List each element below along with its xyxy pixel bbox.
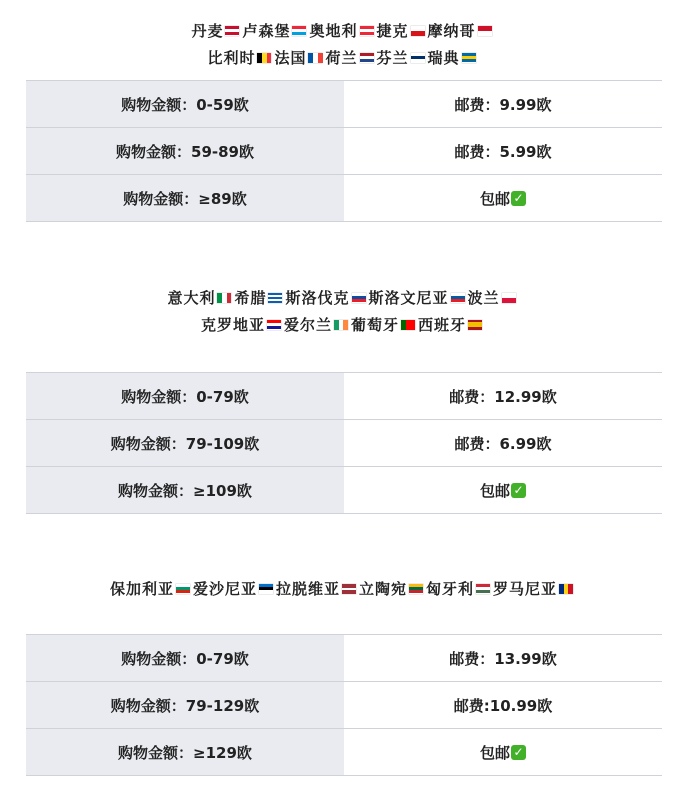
shipping-fee-cell [344, 420, 662, 466]
purchase-amount-cell: 购物金额：0-79欧 [26, 635, 344, 681]
country-item [468, 287, 519, 308]
country-name: 荷兰 [325, 49, 358, 67]
table-row [26, 682, 662, 729]
romania-flag-icon [559, 584, 573, 594]
bulgaria-flag-icon [176, 584, 190, 594]
country-item [284, 314, 351, 335]
shipping-fee-cell [344, 175, 662, 221]
country-name: 西班牙 [418, 316, 467, 334]
country-item [359, 578, 426, 599]
country-item [274, 47, 325, 68]
latvia-flag-icon [342, 584, 356, 594]
country-name: 拉脱维亚 [275, 580, 340, 598]
country-name: 葡萄牙 [351, 316, 400, 334]
country-item [351, 314, 418, 335]
shipping-fee-cell [344, 373, 662, 419]
greece-flag-icon [268, 293, 282, 303]
table-row [26, 372, 662, 420]
italy-flag-icon [217, 293, 231, 303]
check-mark-icon: ✓ [511, 483, 526, 498]
lithuania-flag-icon [409, 584, 423, 594]
country-item [426, 578, 493, 599]
poland-flag-icon [502, 293, 516, 303]
netherlands-flag-icon [360, 53, 374, 63]
spain-flag-icon [468, 320, 482, 330]
country-name: 法国 [274, 49, 307, 67]
purchase-amount-cell: 购物金额：79-129欧 [26, 682, 344, 728]
country-item [242, 20, 309, 41]
table-row [26, 175, 662, 222]
country-item [276, 578, 359, 599]
shipping-table [26, 634, 662, 776]
finland-flag-icon [411, 53, 425, 63]
denmark-flag-icon [225, 26, 239, 36]
country-item [201, 314, 284, 335]
austria-flag-icon [360, 26, 374, 36]
country-item [193, 578, 276, 599]
belgium-flag-icon [257, 53, 271, 63]
check-mark-icon: ✓ [511, 191, 526, 206]
country-item [285, 287, 368, 308]
country-name: 罗马尼亚 [493, 580, 558, 598]
shipping-fee-label: 邮费：13.99欧 [449, 649, 557, 668]
france-flag-icon [308, 53, 322, 63]
estonia-flag-icon [259, 584, 273, 594]
country-line [0, 47, 686, 68]
country-item [234, 287, 285, 308]
czech-flag-icon [411, 26, 425, 36]
croatia-flag-icon [267, 320, 281, 330]
country-name: 立陶宛 [359, 580, 408, 598]
table-row [26, 420, 662, 467]
shipping-fee-cell [344, 467, 662, 513]
shipping-fee-label: 邮费：5.99欧 [454, 142, 552, 161]
shipping-table [26, 372, 662, 514]
country-item [309, 20, 376, 41]
country-item [191, 20, 242, 41]
shipping-fee-label: 包邮 [479, 189, 510, 208]
table-row [26, 729, 662, 776]
country-item [377, 20, 428, 41]
country-item [493, 578, 576, 599]
country-name: 波兰 [467, 289, 500, 307]
country-name: 爱尔兰 [283, 316, 332, 334]
luxembourg-flag-icon [292, 26, 306, 36]
country-item [377, 47, 428, 68]
shipping-fee-cell [344, 682, 662, 728]
shipping-fee-cell [344, 128, 662, 174]
shipping-fee-label: 包邮 [479, 481, 510, 500]
shipping-fee-label: 邮费：12.99欧 [449, 387, 557, 406]
country-item [418, 314, 485, 335]
country-name: 芬兰 [376, 49, 409, 67]
table-row [26, 467, 662, 514]
portugal-flag-icon [401, 320, 415, 330]
country-item [428, 20, 495, 41]
hungary-flag-icon [476, 584, 490, 594]
slovakia-flag-icon [352, 293, 366, 303]
country-name: 匈牙利 [426, 580, 475, 598]
country-name: 卢森堡 [242, 22, 291, 40]
country-item [167, 287, 234, 308]
country-line [0, 20, 686, 41]
shipping-fee-label: 邮费：6.99欧 [454, 434, 552, 453]
country-name: 奥地利 [309, 22, 358, 40]
shipping-fee-cell [344, 81, 662, 127]
country-item [207, 47, 274, 68]
country-item [428, 47, 479, 68]
country-line [0, 578, 686, 599]
purchase-amount-cell: 购物金额：≥109欧 [26, 467, 344, 513]
country-item [110, 578, 193, 599]
purchase-amount-cell: 购物金额：79-109欧 [26, 420, 344, 466]
shipping-fee-cell [344, 729, 662, 775]
shipping-table [26, 80, 662, 222]
slovenia-flag-icon [451, 293, 465, 303]
purchase-amount-cell: 购物金额：0-79欧 [26, 373, 344, 419]
country-name: 摩纳哥 [427, 22, 476, 40]
country-item [325, 47, 376, 68]
country-line [0, 314, 686, 335]
purchase-amount-cell: 购物金额：0-59欧 [26, 81, 344, 127]
country-name: 比利时 [207, 49, 256, 67]
country-name: 希腊 [234, 289, 267, 307]
country-name: 意大利 [167, 289, 216, 307]
country-name: 捷克 [376, 22, 409, 40]
country-name: 斯洛文尼亚 [368, 289, 449, 307]
country-line [0, 287, 686, 308]
country-name: 爱沙尼亚 [192, 580, 257, 598]
purchase-amount-cell: 购物金额：≥89欧 [26, 175, 344, 221]
country-name: 保加利亚 [109, 580, 174, 598]
country-name: 丹麦 [191, 22, 224, 40]
check-mark-icon: ✓ [511, 745, 526, 760]
shipping-fee-label: 邮费:10.99欧 [453, 696, 553, 715]
table-row [26, 80, 662, 128]
shipping-fee-cell [344, 635, 662, 681]
purchase-amount-cell: 购物金额：59-89欧 [26, 128, 344, 174]
country-name: 克罗地亚 [200, 316, 265, 334]
shipping-fee-label: 包邮 [479, 743, 510, 762]
sweden-flag-icon [462, 53, 476, 63]
monaco-flag-icon [478, 26, 492, 36]
ireland-flag-icon [334, 320, 348, 330]
table-row [26, 634, 662, 682]
shipping-fee-label: 邮费：9.99欧 [454, 95, 552, 114]
country-item [369, 287, 468, 308]
purchase-amount-cell: 购物金额：≥129欧 [26, 729, 344, 775]
country-name: 斯洛伐克 [285, 289, 350, 307]
table-row [26, 128, 662, 175]
country-name: 瑞典 [427, 49, 460, 67]
